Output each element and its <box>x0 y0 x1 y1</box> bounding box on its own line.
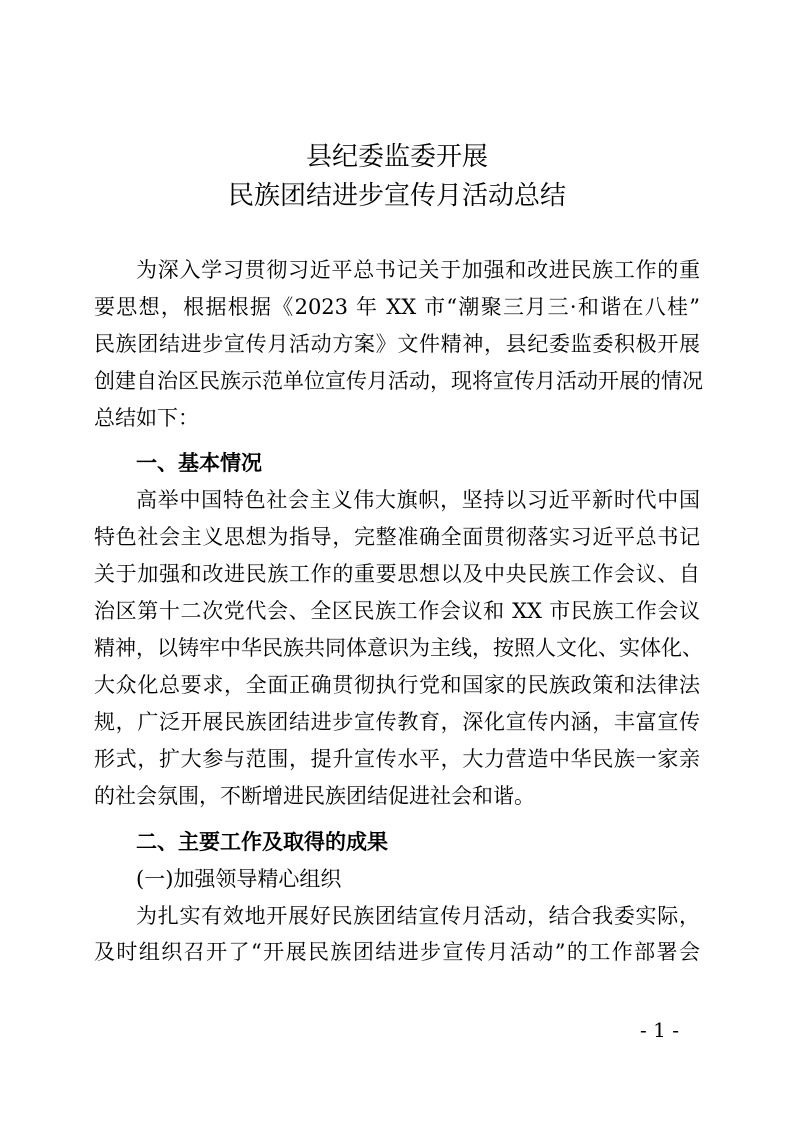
body-line: 关于加强和改进民族工作的重要思想以及中央民族工作会议、自 <box>94 562 700 586</box>
body-line: 形式，扩大参与范围，提升宣传水平，大力营造中华民族一家亲 <box>94 747 700 771</box>
body-line: 高举中国特色社会主义伟大旗帜，坚持以习近平新时代中国 <box>136 488 700 512</box>
subsection-heading: (一)加强领导精心组织 <box>136 867 342 891</box>
section-heading: 二、主要工作及取得的成果 <box>136 830 388 854</box>
body-line: 精神，以铸牢中华民族共同体意识为主线，按照人文化、实体化、 <box>94 636 703 660</box>
title-line-1: 县纪委监委开展 <box>305 142 488 172</box>
body-line: 的社会氛围，不断增进民族团结促进社会和谐。 <box>94 784 535 808</box>
body-line: 治区第十二次党代会、全区民族工作会议和 XX 市民族工作会议 <box>94 599 700 623</box>
body-line: 特色社会主义思想为指导，完整准确全面贯彻落实习近平总书记 <box>94 525 700 549</box>
body-line: 大众化总要求，全面正确贯彻执行党和国家的民族政策和法律法 <box>94 673 700 697</box>
body-line: 及时组织召开了“开展民族团结进步宣传月活动”的工作部署会 <box>94 940 700 964</box>
body-line: 为扎实有效地开展好民族团结宣传月活动，结合我委实际， <box>136 904 700 928</box>
page-number: - 1 - <box>640 1018 679 1042</box>
body-line: 民族团结进步宣传月活动方案》文件精神，县纪委监委积极开展 <box>94 332 700 356</box>
body-line: 创建自治区民族示范单位宣传月活动，现将宣传月活动开展的情况 <box>94 369 703 393</box>
section-heading: 一、基本情况 <box>136 451 262 475</box>
body-line: 规，广泛开展民族团结进步宣传教育，深化宣传内涵，丰富宣传 <box>94 710 700 734</box>
title-line-2: 民族团结进步宣传月活动总结 <box>227 181 566 211</box>
body-line: 要思想，根据根据《2023 年 XX 市“潮聚三月三·和谐在八桂” <box>94 295 700 319</box>
body-line: 为深入学习贯彻习近平总书记关于加强和改进民族工作的重 <box>136 258 700 282</box>
body-line: 总结如下： <box>94 406 199 430</box>
